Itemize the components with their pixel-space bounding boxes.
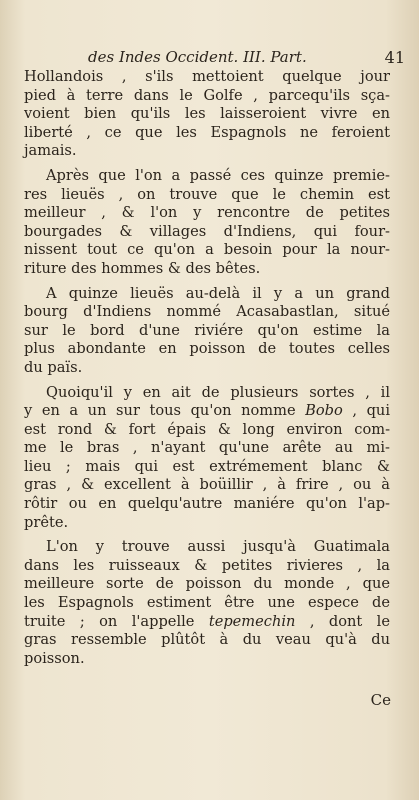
text-line: les Espagnols estiment être une espece de [24,594,390,612]
text-line: gras ressemble plûtôt à du veau qu'à du [24,631,390,649]
paragraph-1 [24,68,390,161]
text-line: rôtir ou en quelqu'autre maniére qu'on l'ap- [24,495,390,513]
page-header [88,48,405,70]
text-line: meilleur , & l'on y rencontre de petites [24,204,390,222]
body-text [24,68,390,668]
italic-word: Bobo [305,402,343,420]
paragraph-2 [24,167,390,279]
text-line: sur le bord d'une riviére qu'on estime la [24,321,390,339]
text-line: jamais. [24,142,77,160]
text-line: poisson. [24,649,85,667]
paragraph-3 [24,285,390,378]
text-line: dans les ruisseaux & petites rivieres , la [24,556,390,574]
text-line: bourg d'Indiens nommé Acasabastlan, situé [24,303,390,321]
text-line: liberté , ce que les Espagnols ne feroient [24,123,390,141]
page-number: 41 [384,48,405,67]
text-line: meilleure sorte de poisson du monde , que [24,575,390,593]
text-line: bourgades & villages d'Indiens, qui four- [24,222,390,240]
text-line: est rond & fort épais & long environ com- [24,420,390,438]
text-line: riture des hommes & des bêtes. [24,259,261,277]
text-line: gras , & excellent à boüillir , à frire , ou à [24,476,390,494]
text-line: pied à terre dans le Golfe , parcequ'ils sça- [24,86,390,104]
text-line: lieu ; mais qui est extrémement blanc & [24,457,390,475]
text-line: Quoiqu'il y en ait de plusieurs sortes , il [46,383,390,401]
text-line: nissent tout ce qu'on a besoin pour la nour- [24,241,390,259]
text-line: me le bras , n'ayant qu'une arête au mi- [24,439,390,457]
text-line: truite ; on l'appelle tepemechin , dont le [24,612,390,630]
catchword: Ce [370,691,391,709]
text-line: du païs. [24,358,83,376]
text-line: L'on y trouve aussi jusqu'à Guatimala [46,538,390,556]
text-line: Après que l'on a passé ces quinze premie- [46,166,390,184]
text-line: plus abondante en poisson de toutes celles [24,340,390,358]
text-line: res lieuës , on trouve que le chemin est [24,185,390,203]
paragraph-5 [24,538,390,668]
text-line: A quinze lieuës au-delà il y a un grand [46,284,390,302]
text-line: prête. [24,513,69,531]
italic-word: tepemechin [208,612,296,630]
text-line: voient bien qu'ils les laisseroient vivre en [24,105,390,123]
paragraph-4 [24,384,390,533]
text-line: Hollandois , s'ils mettoient quelque jour [24,68,390,85]
running-head: des Indes Occident. III. Part. [88,48,307,66]
text-line: y en a un sur tous qu'on nomme Bobo , qui [24,402,390,420]
